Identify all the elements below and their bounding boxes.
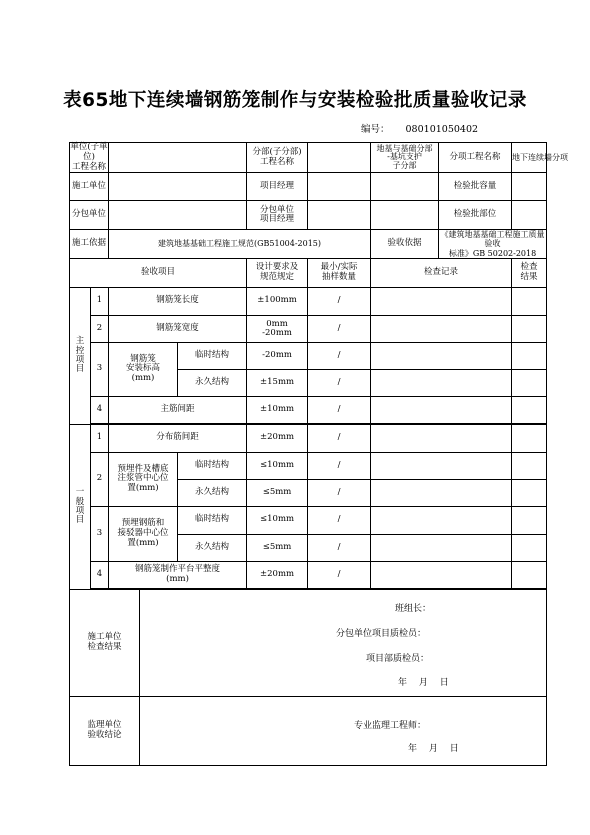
batch-capacity-value[interactable] [512,173,547,201]
main-3b-sample: / [308,369,371,396]
general-3a-record[interactable] [371,506,512,534]
main-2-result[interactable] [512,315,547,342]
main-3a-value: -20mm [247,342,308,369]
main-1-sample: / [308,287,371,315]
sub-project-label: 分部(子分部) 工程名称 [247,143,308,173]
main-1-value: ±100mm [247,287,308,315]
main-1-no: 1 [91,287,109,315]
main-2-name: 钢筋笼宽度 [109,315,247,342]
general-3a-sample: / [308,506,371,534]
col-item: 验收项目 [70,258,247,287]
general-3b-sample: / [308,534,371,561]
basis-value: 建筑地基基础工程施工规范(GB51004-2015) [109,230,371,259]
general-3b-value: ≤5mm [247,534,308,561]
main-1-name: 钢筋笼长度 [109,287,247,315]
general-4-value: ±20mm [247,561,308,588]
main-3-no: 3 [91,342,109,396]
project-manager-extra[interactable] [371,173,439,201]
main-4-value: ±10mm [247,396,308,423]
main-3a-sub: 临时结构 [178,342,247,369]
general-3-name: 预埋钢筋和 接驳器中心位 置(mm) [109,506,178,561]
project-manager-label: 项目经理 [247,173,308,201]
general-4-sample: / [308,561,371,588]
sub-quality-inspector-label: 分包单位项目质检员： [336,628,427,639]
general-1-record[interactable] [371,424,512,452]
general-4-name: 钢筋笼制作平台平整度 (mm) [109,561,247,588]
general-2b-sample: / [308,479,371,506]
main-4-sample: / [308,396,371,423]
general-2b-value: ≤5mm [247,479,308,506]
supervising-engineer-label: 专业监理工程师： [354,720,427,731]
general-group-label: 一般项目 [75,487,85,526]
batch-location-value[interactable] [512,201,547,230]
general-3b-sub: 永久结构 [178,534,247,561]
general-1-value: ±20mm [247,424,308,452]
general-2a-sub: 临时结构 [178,452,247,479]
record-number-value: 080101050402 [405,124,479,135]
general-2b-sub: 永久结构 [178,479,247,506]
main-4-no: 4 [91,396,109,423]
team-leader-label: 班组长： [395,603,432,614]
sub-project-value[interactable] [308,143,371,173]
main-2-no: 2 [91,315,109,342]
main-3a-result[interactable] [512,342,547,369]
unit-project-label: 单位(子单位) 工程名称 [70,142,108,172]
main-3b-value: ±15mm [247,369,308,396]
sub-division-value: 地基与基础分部 -基坑支护 子分部 [371,143,439,173]
general-1-no: 1 [91,424,109,452]
main-group [70,287,91,424]
constructor-value[interactable] [109,173,247,201]
main-1-result[interactable] [512,287,547,315]
general-2-no: 2 [91,452,109,506]
main-4-record[interactable] [371,396,512,423]
batch-location-label: 检验批部位 [439,201,512,230]
general-1-name: 分布筋间距 [109,424,247,452]
main-3-name: 钢筋笼 安装标高 (mm) [109,342,178,396]
supervision-area[interactable] [140,696,547,765]
general-2-name: 预埋件及槽底 注浆管中心位 置(mm) [109,452,178,506]
inspection-record-table [69,142,569,766]
general-4-record[interactable] [371,561,512,588]
record-number-label: 编号： [361,124,390,135]
project-manager-value[interactable] [308,173,371,201]
main-3a-record[interactable] [371,342,512,369]
general-group [70,424,91,589]
general-2a-sample: / [308,452,371,479]
batch-capacity-label: 检验批容量 [439,173,512,201]
construction-check-label: 施工单位 检查结果 [70,589,140,696]
general-2a-record[interactable] [371,452,512,479]
general-1-result[interactable] [512,424,547,452]
main-4-result[interactable] [512,396,547,423]
main-2-value: 0mm -20mm [247,315,308,342]
general-3a-result[interactable] [512,506,547,534]
main-3b-sub: 永久结构 [178,369,247,396]
sub-manager-extra[interactable] [371,201,439,230]
general-4-result[interactable] [512,561,547,588]
item-project-value: 地下连续墙分项 [512,143,547,173]
constructor-label: 施工单位 [70,173,109,201]
col-result: 检查 结果 [512,258,547,287]
main-4-name: 主筋间距 [109,396,247,423]
general-4-no: 4 [91,561,109,588]
subcontractor-label: 分包单位 [70,201,109,230]
basis-label: 施工依据 [70,230,109,259]
general-3-no: 3 [91,506,109,561]
general-3a-value: ≤10mm [247,506,308,534]
general-2b-record[interactable] [371,479,512,506]
general-3b-record[interactable] [371,534,512,561]
col-record: 检查记录 [371,258,512,287]
general-2b-result[interactable] [512,479,547,506]
subcontractor-value[interactable] [109,201,247,230]
col-sampling: 最小/实际 抽样数量 [308,258,371,287]
acceptance-basis-label: 验收依据 [371,230,439,259]
unit-project-value[interactable] [109,143,247,173]
acceptance-basis-value: 《建筑地基基础工程施工质量验收 标准》GB 50202-2018 [439,230,547,259]
construction-check-area[interactable] [140,589,547,696]
construction-date: 年 月 日 [398,677,449,688]
page-title: 表65地下连续墙钢筋笼制作与安装检验批质量验收记录 [63,90,527,111]
main-2-record[interactable] [371,315,512,342]
main-3b-record[interactable] [371,369,512,396]
col-design: 设计要求及 规范规定 [247,258,308,287]
main-3b-result[interactable] [512,369,547,396]
item-project-label: 分项工程名称 [439,143,512,173]
main-3a-sample: / [308,342,371,369]
supervision-label: 监理单位 验收结论 [70,696,140,765]
main-2-sample: / [308,315,371,342]
general-3b-result[interactable] [512,534,547,561]
record-number [361,121,478,135]
sub-manager-value[interactable] [308,201,371,230]
supervision-date: 年 月 日 [408,743,459,754]
general-3a-sub: 临时结构 [178,506,247,534]
general-2a-result[interactable] [512,452,547,479]
main-1-record[interactable] [371,287,512,315]
main-group-label: 主控项目 [75,336,85,375]
general-1-sample: / [308,424,371,452]
general-2a-value: ≤10mm [247,452,308,479]
sub-manager-label: 分包单位 项目经理 [247,201,308,230]
project-quality-inspector-label: 项目部质检员： [366,653,430,664]
